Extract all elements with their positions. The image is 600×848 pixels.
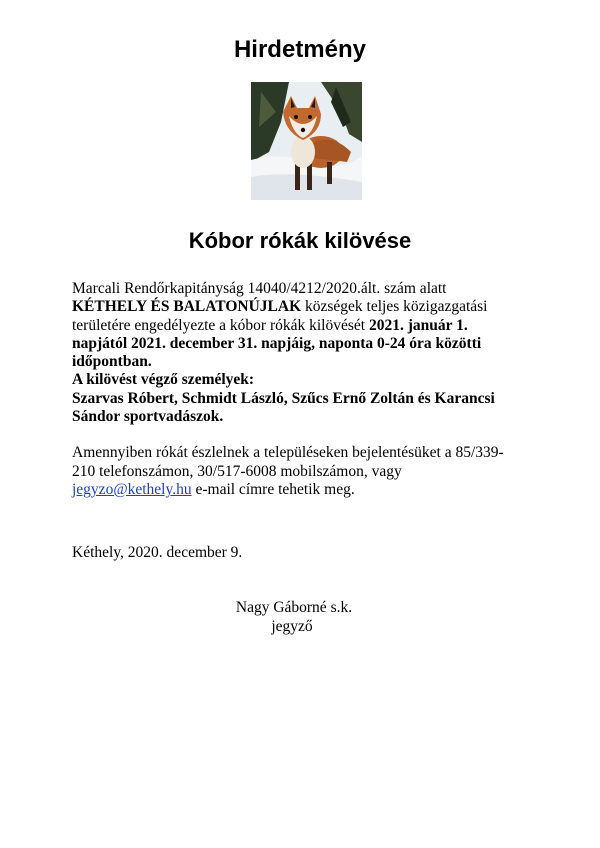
contact-line: Amennyiben rókát észlelnek a településeken bejelentésüket a 85/339-	[72, 444, 504, 462]
paragraph-contact	[72, 444, 542, 499]
announcement-body	[72, 280, 542, 499]
villages: KÉTHELY ÉS BALATONÚJLAK	[72, 298, 302, 316]
document-title: Hirdetmény	[233, 36, 367, 63]
villages-rest: községek teljes közigazgatási	[301, 298, 488, 316]
paragraph-authority	[72, 280, 542, 426]
persons-list-end: Sándor sportvadászok.	[72, 408, 224, 426]
fox-photo-icon	[251, 82, 362, 200]
permission-line: területére engedélyezte a kóbor rókák kilövését	[72, 316, 369, 334]
signature-name: Nagy Gáborné s.k.	[235, 599, 353, 616]
date-end: időpontban.	[72, 353, 152, 371]
email-rest: e-mail címre tehetik meg.	[191, 480, 355, 498]
phone-line: 210 telefonszámon, 30/517-6008 mobilszámon, vagy	[72, 462, 402, 480]
place-date: Kéthely, 2020. december 9.	[72, 544, 243, 561]
email-link[interactable]: jegyzo@kethely.hu	[72, 480, 192, 498]
authority-line: Marcali Rendőrkapitányság 14040/4212/2020.ált. szám alatt	[72, 280, 447, 297]
date-range: napjától 2021. december 31. napjáig, naponta 0-24 óra közötti	[72, 334, 482, 352]
date-start: 2021. január 1.	[368, 316, 468, 334]
subtitle: Kóbor rókák kilövése	[188, 228, 412, 253]
persons-heading: A kilövést végző személyek:	[72, 371, 255, 389]
signature-role: jegyző	[271, 618, 313, 635]
persons-list: Szarvas Róbert, Schmidt László, Szűcs Ernő Zoltán és Karancsi	[72, 389, 495, 407]
